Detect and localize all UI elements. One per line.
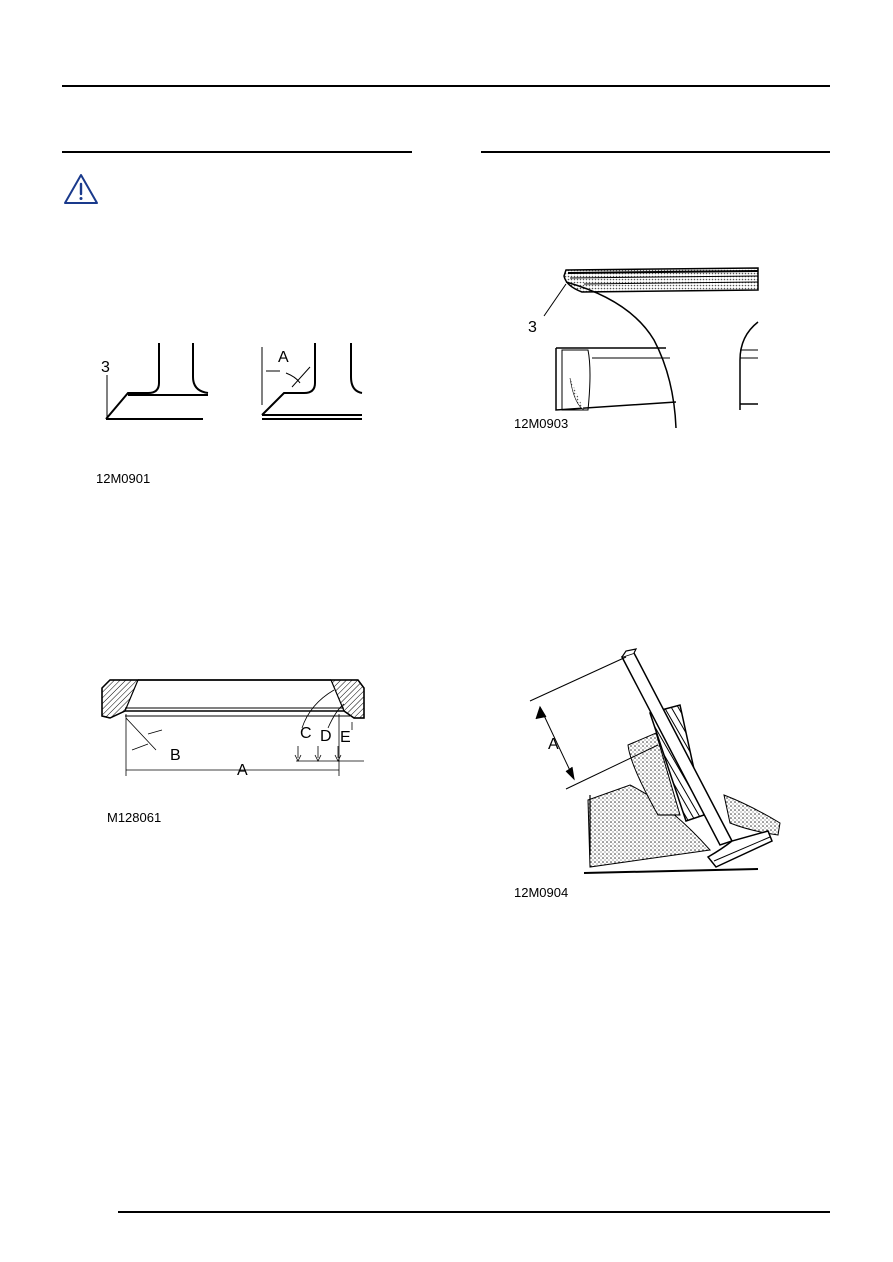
fig3-label-3: 3: [528, 319, 537, 336]
warning-triangle-icon: [63, 173, 99, 205]
right-section-rule: [481, 151, 830, 153]
fig1-label-3: 3: [101, 359, 110, 376]
fig2-label-A: A: [237, 762, 248, 779]
fig2-caption: M128061: [107, 810, 162, 825]
figure-12M0901: [90, 335, 380, 490]
fig2-label-C: C: [300, 725, 312, 742]
fig4-label-A: A: [548, 736, 559, 753]
left-section-rule: [62, 151, 412, 153]
figure-12M0903: [510, 260, 768, 435]
footer-rule: [118, 1211, 830, 1213]
fig1-label-A: A: [278, 349, 289, 366]
fig2-label-D: D: [320, 728, 332, 745]
fig4-caption: 12M0904: [514, 885, 569, 900]
fig3-caption: 12M0903: [514, 416, 569, 431]
fig2-label-E: E: [340, 729, 351, 746]
figure-M128061: [96, 670, 366, 830]
fig1-caption: 12M0901: [96, 471, 151, 486]
header-rule: [62, 85, 830, 87]
figure-12M0904: [510, 645, 790, 905]
fig2-label-B: B: [170, 747, 181, 764]
